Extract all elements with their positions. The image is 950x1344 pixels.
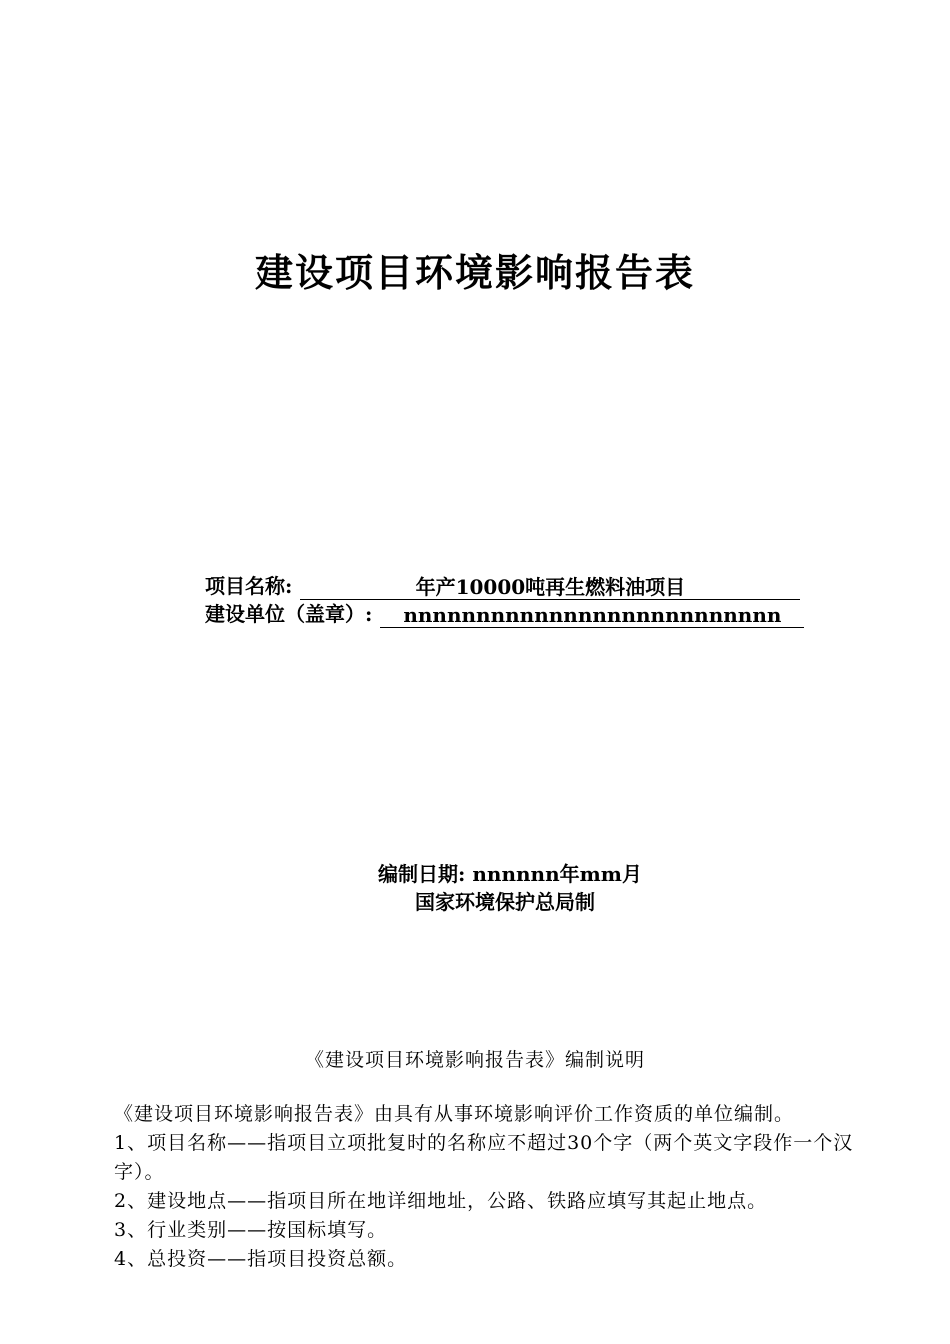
compile-date: 编制日期: nnnnnn年mm月 <box>378 862 642 886</box>
project-name-row <box>205 572 800 600</box>
project-name-value: 年产10000吨再生燃料油项目 <box>300 575 800 600</box>
notes-item: 3、行业类别——按国标填写。 <box>114 1219 388 1241</box>
notes-item: 4、总投资——指项目投资总额。 <box>114 1248 408 1270</box>
notes-title: 《建设项目环境影响报告表》编制说明 <box>304 1049 645 1071</box>
project-name-label: 项目名称: <box>205 574 293 598</box>
issuing-authority: 国家环境保护总局制 <box>415 890 595 914</box>
notes-intro: 《建设项目环境影响报告表》由具有从事环境影响评价工作资质的单位编制。 <box>114 1103 795 1125</box>
notes-item: 1、项目名称——指项目立项批复时的名称应不超过30个字（两个英文字段作一个汉字）。 <box>114 1132 854 1183</box>
notes-body <box>114 1100 874 1274</box>
construction-unit-row <box>205 600 804 628</box>
document-title: 建设项目环境影响报告表 <box>254 250 695 295</box>
construction-unit-value: nnnnnnnnnnnnnnnnnnnnnnnnnn <box>380 603 804 628</box>
notes-item: 2、建设地点——指项目所在地详细地址，公路、铁路应填写其起止地点。 <box>114 1190 768 1212</box>
construction-unit-label: 建设单位（盖章）: <box>205 602 373 626</box>
